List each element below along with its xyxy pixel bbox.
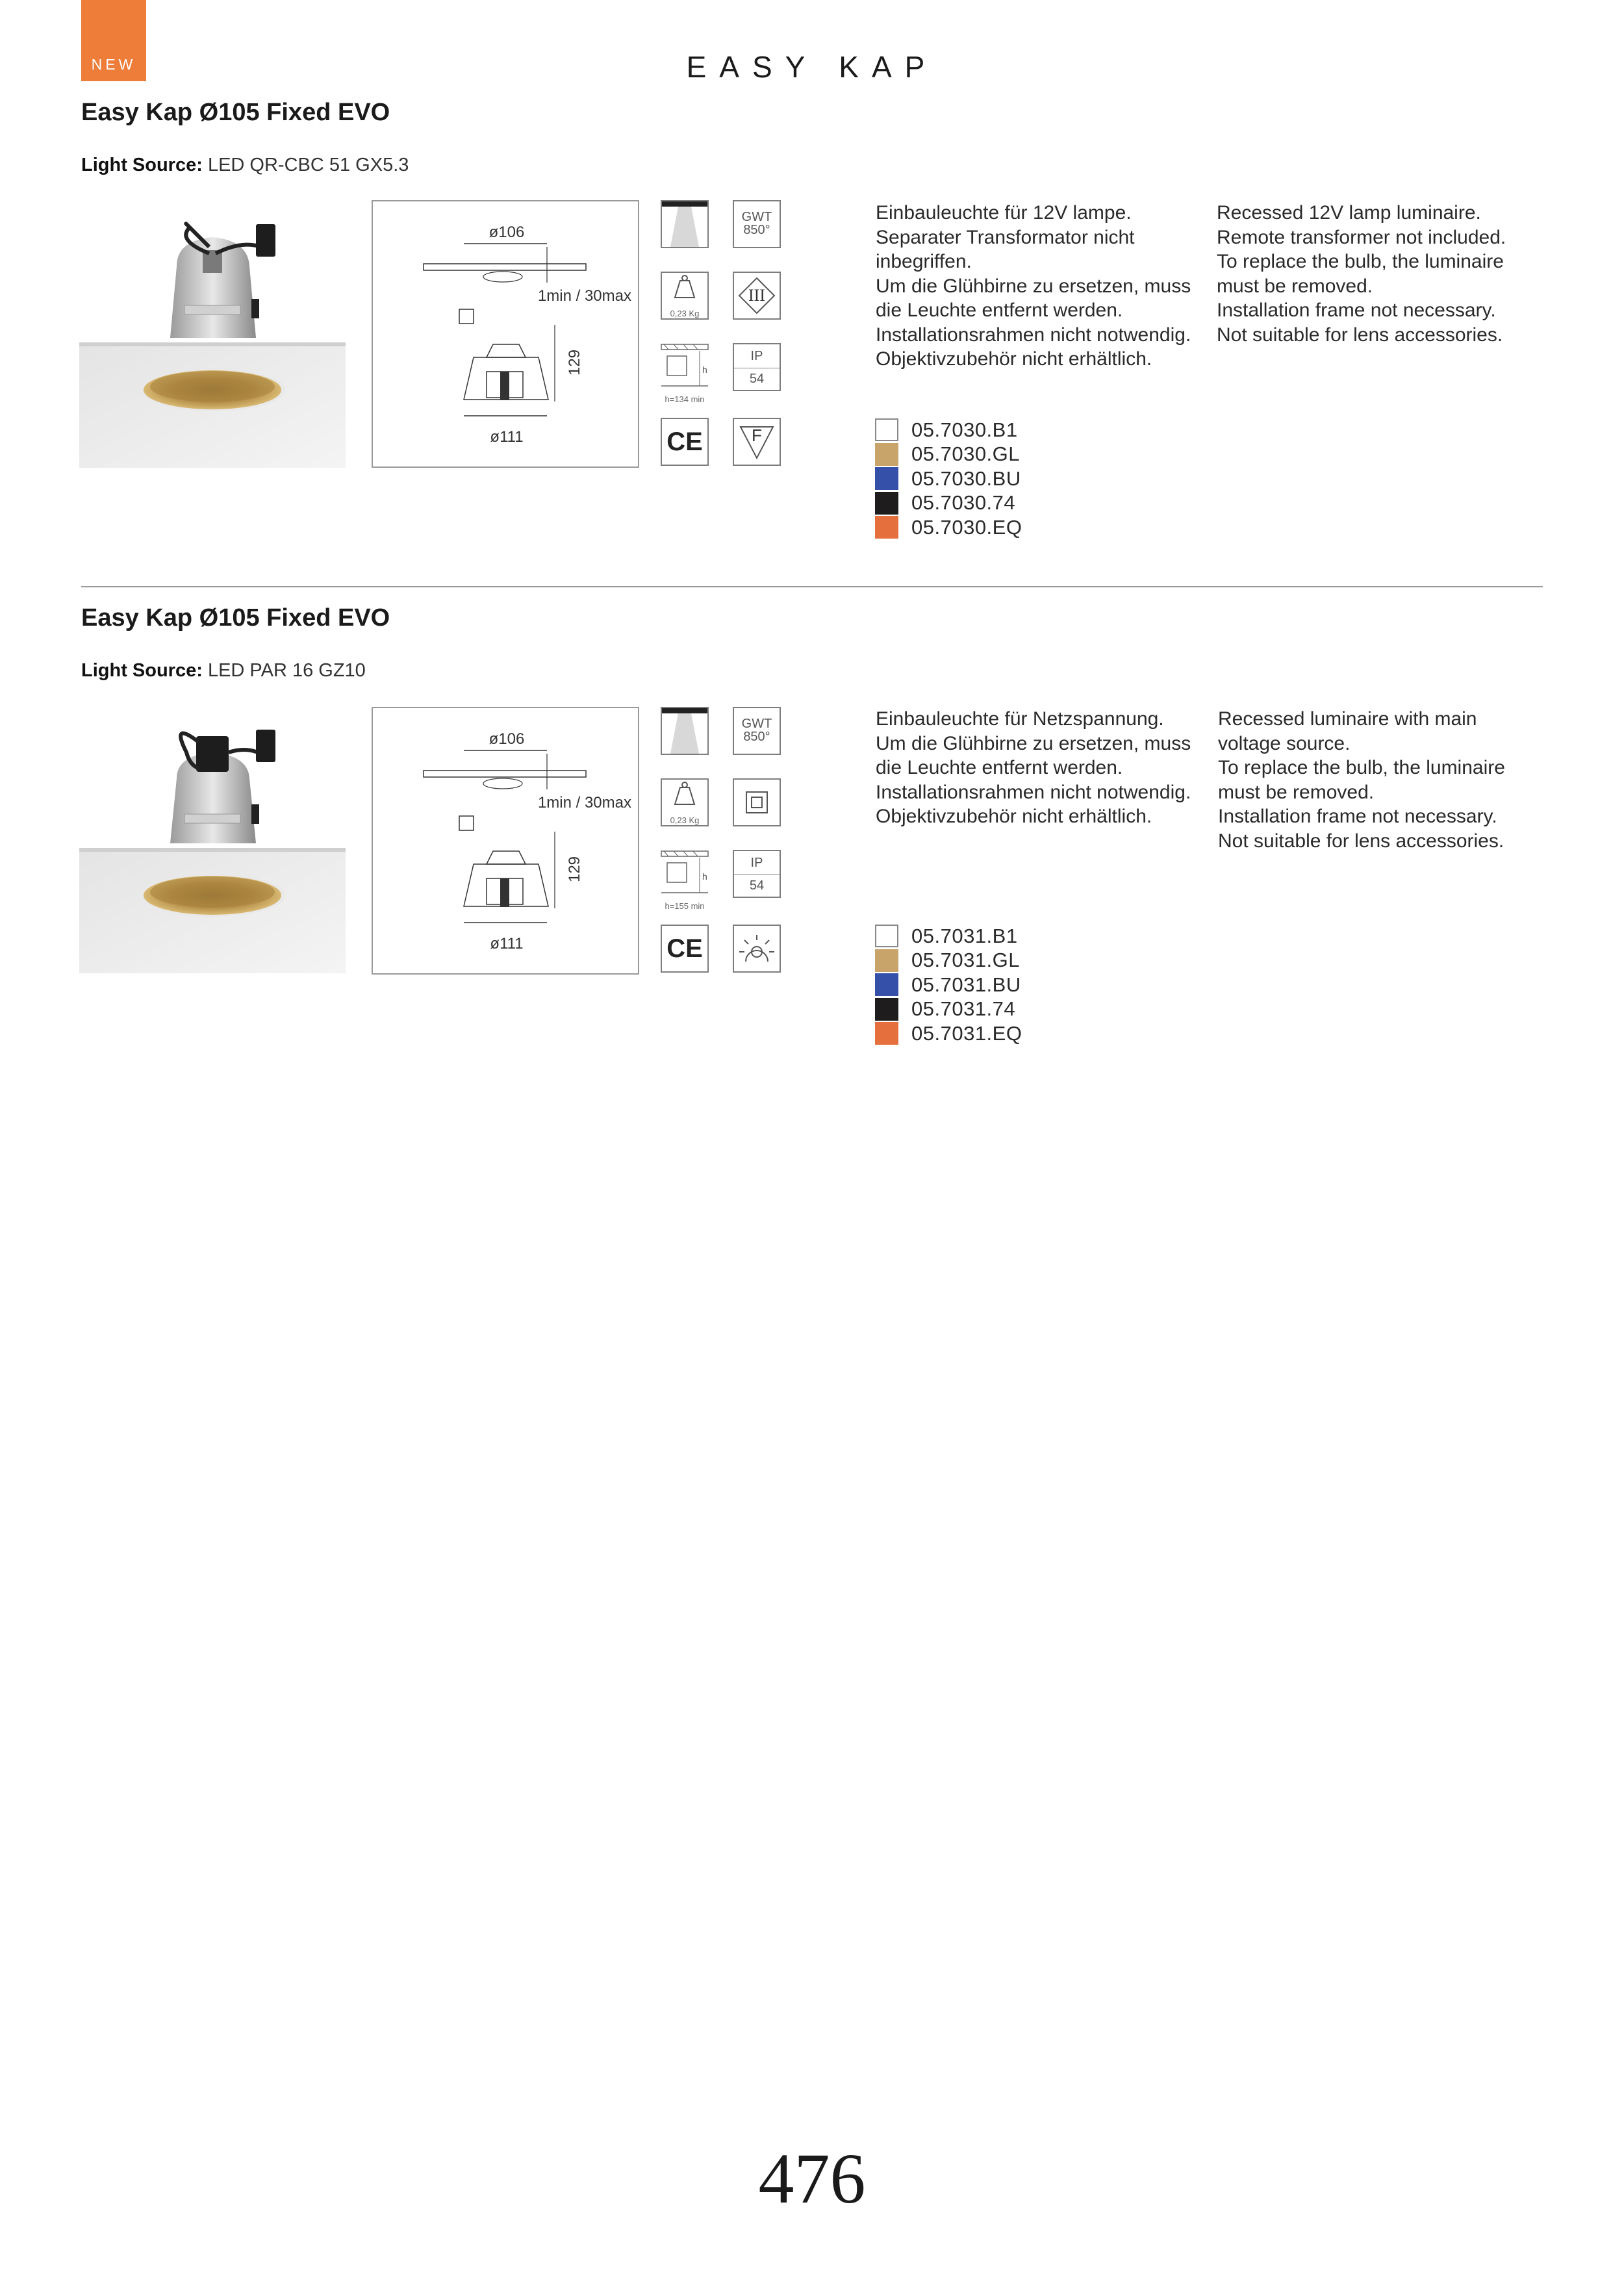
weight-icon xyxy=(661,778,709,826)
ip-label: IP xyxy=(750,856,763,870)
desc-de-line: Objektivzubehör nicht erhältlich. xyxy=(876,806,1152,827)
desc-de-line: die Leuchte entfernt werden. xyxy=(876,757,1123,778)
color-swatch-black xyxy=(875,492,898,515)
lamp-heat-icon xyxy=(733,925,781,973)
article-code: 05.7031.B1 xyxy=(911,924,1018,947)
product-title: Easy Kap Ø105 Fixed EVO xyxy=(81,604,390,632)
gwt-label: GWT xyxy=(741,210,772,224)
ceiling-height-icon xyxy=(661,850,709,911)
technical-drawing xyxy=(372,200,639,468)
desc-en-line: Remote transformer not included. xyxy=(1217,226,1506,248)
h-min-label: h=134 min xyxy=(665,394,705,404)
thickness-label: 1min / 30max xyxy=(537,794,631,811)
desc-en-line: must be removed. xyxy=(1218,781,1375,803)
color-swatch-orange xyxy=(875,516,898,539)
light-source-value: LED PAR 16 GZ10 xyxy=(207,660,366,681)
article-code: 05.7031.GL xyxy=(911,949,1021,972)
svg-text:h: h xyxy=(702,871,707,882)
desc-de-line: Installationsrahmen nicht notwendig. xyxy=(876,781,1191,803)
color-swatch-orange xyxy=(875,1022,898,1045)
ce-label: CE xyxy=(666,428,703,456)
description-german xyxy=(876,707,1213,829)
f-mark-icon xyxy=(733,418,781,466)
code-row xyxy=(875,1021,1022,1046)
desc-en-line: To replace the bulb, the luminaire xyxy=(1217,251,1504,272)
ip-value-label: 54 xyxy=(749,878,765,893)
ip-rating-icon xyxy=(733,343,781,391)
desc-de-line: die Leuchte entfernt werden. xyxy=(876,300,1123,321)
diam-top-label: ø106 xyxy=(488,224,525,241)
light-source xyxy=(81,660,366,682)
ce-mark-icon xyxy=(661,418,709,466)
desc-de-line: Einbauleuchte für Netzspannung. xyxy=(876,708,1164,730)
code-row xyxy=(875,515,1022,540)
beam-icon xyxy=(661,707,709,755)
class-iii-icon xyxy=(733,272,781,320)
class-ii-icon xyxy=(733,778,781,826)
article-code: 05.7030.74 xyxy=(911,491,1016,515)
thickness-label: 1min / 30max xyxy=(537,287,631,305)
article-code: 05.7031.BU xyxy=(911,973,1021,996)
desc-en-line: Recessed luminaire with main xyxy=(1218,708,1477,730)
desc-de-line: Objektivzubehör nicht erhältlich. xyxy=(876,348,1152,370)
color-swatch-blue xyxy=(875,973,898,996)
description-english xyxy=(1217,201,1542,347)
desc-de-line: Installationsrahmen nicht notwendig. xyxy=(876,324,1191,346)
article-code: 05.7031.74 xyxy=(911,997,1016,1021)
ip-value-label: 54 xyxy=(749,372,765,386)
ce-label: CE xyxy=(666,934,703,963)
code-row xyxy=(875,949,1022,973)
weight-label: 0,23 Kg xyxy=(670,309,700,318)
code-row xyxy=(875,491,1022,516)
desc-de-line: Separater Transformator nicht xyxy=(876,226,1135,248)
weight-label: 0,23 Kg xyxy=(670,815,700,825)
page-number: 476 xyxy=(758,2139,866,2218)
desc-de-line: Einbauleuchte für 12V lampe. xyxy=(876,202,1132,224)
desc-en-line: voltage source. xyxy=(1218,732,1351,754)
gwt-temp-label: 850° xyxy=(743,223,770,237)
color-swatch-gold xyxy=(875,443,898,466)
description-german xyxy=(876,201,1213,372)
new-badge xyxy=(81,0,146,81)
svg-text:h: h xyxy=(702,364,707,375)
desc-en-line: Not suitable for lens accessories. xyxy=(1218,830,1504,852)
desc-en-line: Installation frame not necessary. xyxy=(1217,300,1496,321)
weight-icon xyxy=(661,272,709,320)
desc-en-line: Recessed 12V lamp luminaire. xyxy=(1217,202,1481,224)
color-swatch-white xyxy=(875,925,898,947)
f-label: F xyxy=(752,426,762,445)
ce-mark-icon xyxy=(661,925,709,973)
beam-icon xyxy=(661,200,709,248)
color-swatch-white xyxy=(875,418,898,441)
article-code: 05.7030.B1 xyxy=(911,418,1018,441)
article-codes xyxy=(875,418,1022,540)
code-row xyxy=(875,997,1022,1022)
diam-top-label: ø106 xyxy=(488,730,525,748)
code-row xyxy=(875,924,1022,949)
new-badge-label: NEW xyxy=(91,56,136,73)
code-row xyxy=(875,466,1022,491)
desc-en-line: Not suitable for lens accessories. xyxy=(1217,324,1503,346)
desc-en-line: must be removed. xyxy=(1217,275,1373,297)
diam-bottom-label: ø111 xyxy=(490,935,524,952)
height-label: 129 xyxy=(566,856,583,883)
glow-wire-icon xyxy=(733,200,781,248)
desc-de-line: Um die Glühbirne zu ersetzen, muss xyxy=(876,275,1191,297)
article-code: 05.7030.BU xyxy=(911,466,1021,490)
product-photo xyxy=(79,201,346,468)
glow-wire-icon xyxy=(733,707,781,755)
h-min-label: h=155 min xyxy=(665,901,705,911)
color-swatch-blue xyxy=(875,467,898,490)
section-divider xyxy=(81,586,1543,587)
description-english xyxy=(1218,707,1543,853)
article-code: 05.7030.EQ xyxy=(911,515,1022,539)
article-code: 05.7031.EQ xyxy=(911,1021,1022,1045)
code-row xyxy=(875,973,1022,997)
light-source-label: Light Source: xyxy=(81,155,203,175)
color-swatch-black xyxy=(875,998,898,1021)
desc-de-line: Um die Glühbirne zu ersetzen, muss xyxy=(876,732,1191,754)
code-row xyxy=(875,442,1022,467)
gwt-label: GWT xyxy=(741,717,772,731)
brand-title: EASY KAP xyxy=(686,50,938,84)
article-codes xyxy=(875,924,1022,1046)
light-source xyxy=(81,155,409,176)
desc-de-line: inbegriffen. xyxy=(876,251,972,272)
ip-label: IP xyxy=(750,349,763,363)
product-title: Easy Kap Ø105 Fixed EVO xyxy=(81,99,390,126)
ip-rating-icon xyxy=(733,850,781,898)
height-label: 129 xyxy=(566,349,583,376)
code-row xyxy=(875,418,1022,442)
light-source-label: Light Source: xyxy=(81,660,203,681)
article-code: 05.7030.GL xyxy=(911,442,1021,466)
light-source-value: LED QR-CBC 51 GX5.3 xyxy=(207,155,409,175)
desc-en-line: To replace the bulb, the luminaire xyxy=(1218,757,1505,778)
product-photo xyxy=(79,707,346,973)
class-label: III xyxy=(748,286,765,305)
color-swatch-gold xyxy=(875,949,898,972)
ceiling-height-icon xyxy=(661,343,709,404)
gwt-temp-label: 850° xyxy=(743,730,770,744)
desc-en-line: Installation frame not necessary. xyxy=(1218,806,1497,827)
diam-bottom-label: ø111 xyxy=(490,428,524,446)
technical-drawing xyxy=(372,707,639,975)
